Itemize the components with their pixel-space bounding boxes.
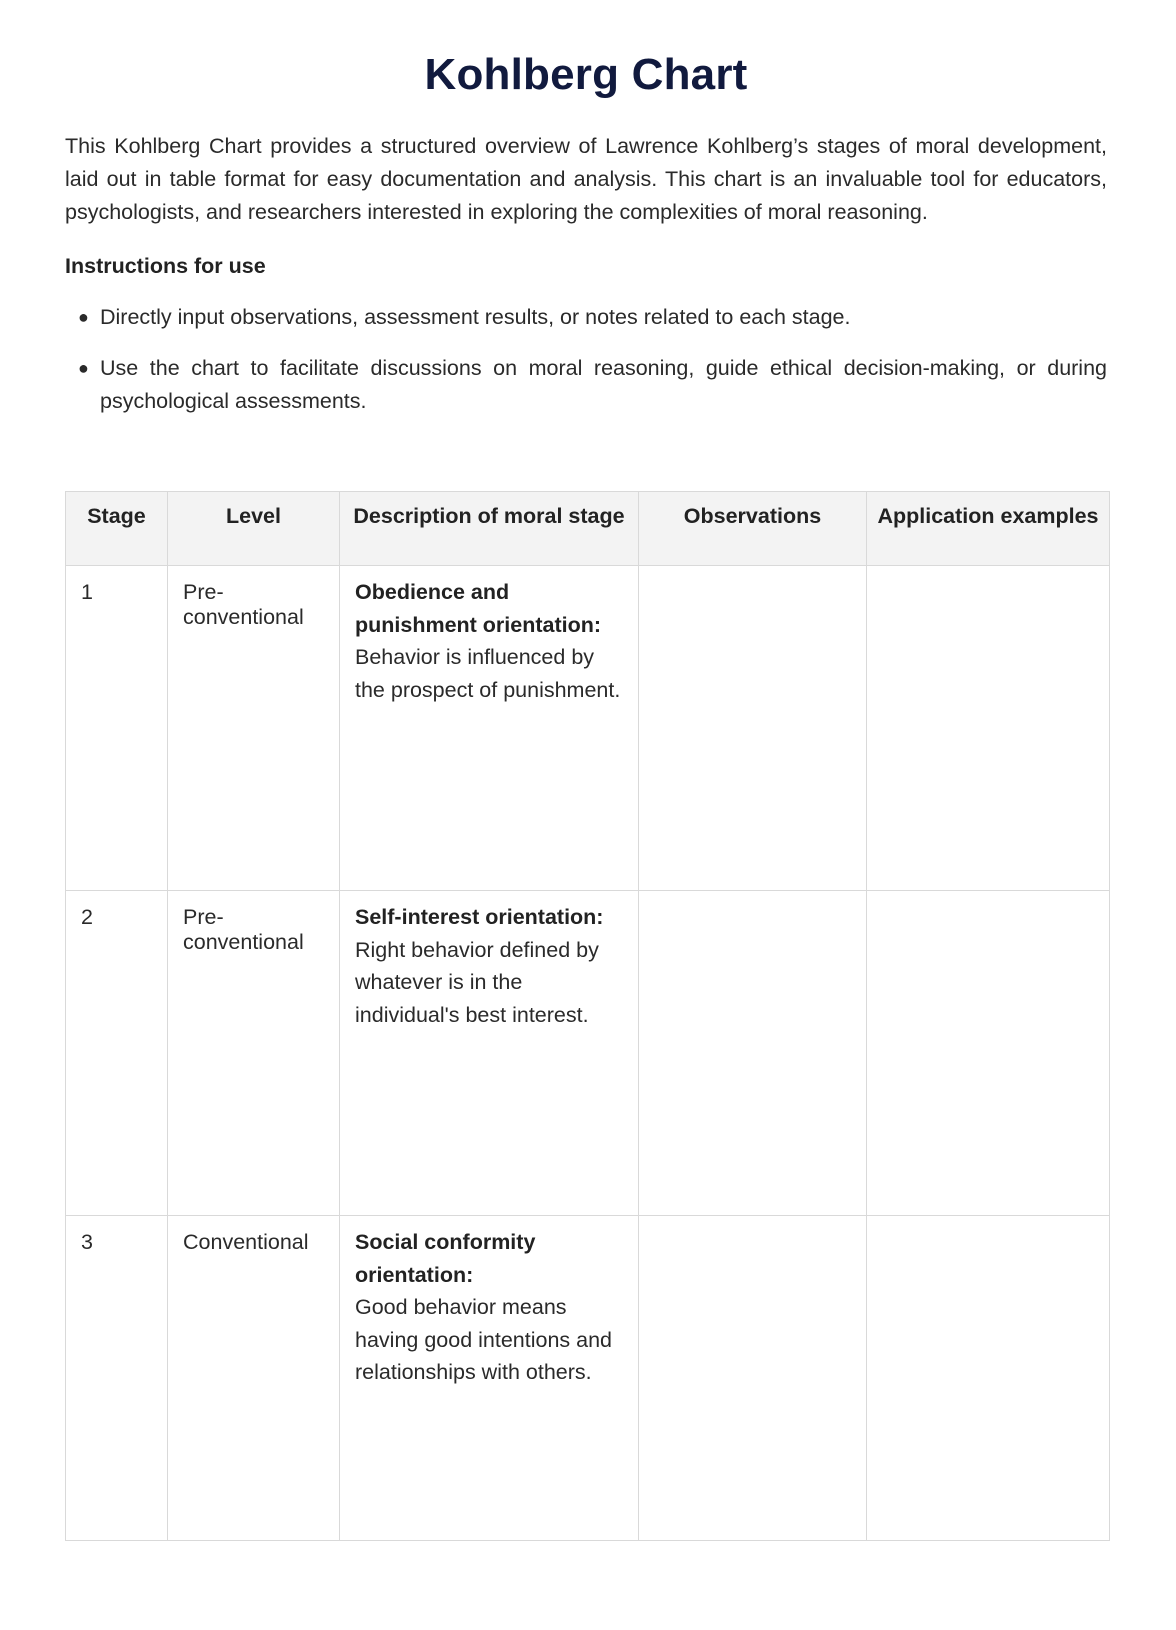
list-item — [78, 352, 1107, 418]
table-header-row — [66, 492, 1110, 566]
header-description: Description of moral stage — [340, 492, 639, 566]
application-cell[interactable] — [867, 1216, 1110, 1541]
level-cell: Pre-conventional — [168, 566, 340, 891]
table-row — [66, 1216, 1110, 1541]
header-observations: Observations — [639, 492, 867, 566]
description-text: Good behavior means having good intentions and relationships with others. — [355, 1295, 613, 1384]
application-cell[interactable] — [867, 566, 1110, 891]
instructions-list — [65, 301, 1107, 418]
header-stage: Stage — [66, 492, 168, 566]
stage-cell: 3 — [66, 1216, 168, 1541]
header-application-examples: Application examples — [867, 492, 1110, 566]
description-cell — [340, 1216, 639, 1541]
description-title: Obedience and punishment orientation: — [355, 580, 602, 637]
instruction-text: Directly input observations, assessment results, or notes related to each stage. — [100, 305, 851, 329]
description-text: Right behavior defined by whatever is in the individual's best interest. — [355, 937, 599, 1027]
document-title: Kohlberg Chart — [424, 50, 748, 99]
bullet-icon: ● — [78, 307, 89, 327]
stage-cell: 2 — [66, 891, 168, 1216]
level-cell: Conventional — [168, 1216, 340, 1541]
header-level: Level — [168, 492, 340, 566]
application-cell[interactable] — [867, 891, 1110, 1216]
description-cell — [340, 891, 639, 1216]
observations-cell[interactable] — [639, 566, 867, 891]
description-title: Self-interest orientation: — [355, 905, 604, 929]
list-item — [78, 301, 1107, 334]
description-text: Behavior is influenced by the prospect of punishment. — [355, 645, 621, 702]
bullet-icon: ● — [78, 358, 89, 378]
description-cell — [340, 566, 639, 891]
level-cell: Pre-conventional — [168, 891, 340, 1216]
instruction-text: Use the chart to facilitate discussions on moral reasoning, guide ethical decision-making, or during psychological assessments. — [100, 356, 1107, 413]
observations-cell[interactable] — [639, 1216, 867, 1541]
document-page — [65, 0, 1107, 1384]
table-row — [66, 891, 1110, 1216]
observations-cell[interactable] — [639, 891, 867, 1216]
kohlberg-table — [65, 491, 1110, 1541]
instructions-heading: Instructions for use — [65, 254, 266, 278]
table-row — [66, 566, 1110, 891]
description-title: Social conformity orientation: — [355, 1230, 536, 1287]
intro-paragraph: This Kohlberg Chart provides a structured overview of Lawrence Kohlberg’s stages of moral development, laid out in table format for easy documentation and analysis. This chart is an invaluable tool for educators, psychologists, and researchers interested in exploring the complexities of moral reasoning. — [65, 134, 1107, 224]
stage-cell: 1 — [66, 566, 168, 891]
